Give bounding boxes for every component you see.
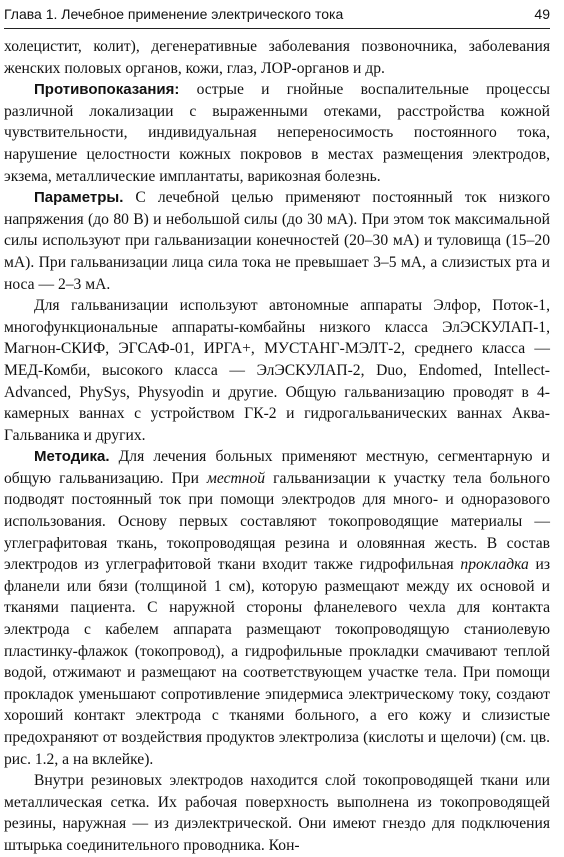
page-body xyxy=(4,36,550,857)
run-in-heading: Противопоказания: xyxy=(34,81,180,99)
paragraph-text: острые и гнойные воспалительные процессы различной локализации с выраженными отеками, расстройства кожной чувствительности, индивидуальная непереносимость постоянного тока, нарушение целостности кожных покровов в местах размещения электродов, экзема, металлические имплантаты, варикозная болезнь. xyxy=(4,81,550,185)
paragraph-parameters xyxy=(4,187,550,295)
run-in-heading: Параметры. xyxy=(34,189,124,207)
paragraph-devices xyxy=(4,295,550,446)
paragraph-text: Для лечения больных применяют местную, сегментарную и общую гальванизацию. При xyxy=(4,448,550,487)
paragraph-text: С лечебной целью применяют постоянный ток низкого напряжения (до 80 В) и небольшой силы (до 30 мА). При этом ток максимальной силы используют при гальванизации конечностей (20–30 мА) и туловища (15–20 мА). При гальванизации лица сила тока не превышает 3–5 мА, а слизистых рта и носа — 2–3 мА. xyxy=(4,189,550,293)
running-header xyxy=(4,4,550,29)
paragraph-continuation xyxy=(4,36,550,79)
paragraph-text: из фланели или бязи (толщиной 1 см), которую размещают между их основой и тканями пациента. С наружной стороны фланелевого чехла для контакта электрода с кабелем аппарата размещают токопроводящую станиолевую пластинку-флажок (токопровод), а гидрофильные прокладки смачивают теплой водой, отжимают и размещают на соответствующем участке тела. При помощи прокладок уменьшают сопротивление эпидермиса электрическому току, создают хороший контакт электрода с тканями больного, а его кожу и слизистые предохраняют от воздействия продуктов электролиза (кислоты и щелочи) (см. цв. рис. 1.2, а на вклейке). xyxy=(4,556,551,768)
paragraph-text: гальванизации к участку тела больного подводят постоянный ток при помощи электродов для много- и одноразового использования. Основу первых составляют токопроводящие материалы — углеграфитовая ткань, токопроводящая резина и оловянная жесть. В состав электродов из углеграфитовой ткани входит также гидрофильная xyxy=(4,469,550,574)
paragraph-text: Для гальванизации используют автономные аппараты Элфор, Поток-1, многофункциональные аппараты-комбайны низкого класса ЭлЭСКУЛАП-1, Магнон-СКИФ, ЭГСАФ-01, ИРГА+, МУСТАНГ-МЭЛТ-2, среднего класса — МЕД-Комби, высокого класса — ЭлЭСКУЛАП-2, Duo, Endomed, Intellect-Advanced, PhySys, Physyodin и другие. Общую гальванизацию проводят в 4-камерных ваннах с устройством ГК-2 и гидрогальванических ваннах Аква-Гальваника и других. xyxy=(4,297,550,444)
emphasis-text: местной xyxy=(206,469,266,487)
paragraph-text: Внутри резиновых электродов находится слой токопроводящей ткани или металлическая сетка. Их рабочая поверхность выполнена из токопроводящей резины, наружная — из диэлектрической. Они имеют гнездо для подключения штырька соединительного проводника. Кон- xyxy=(4,772,550,854)
page-number: 49 xyxy=(534,6,550,22)
paragraph-rubber-electrodes xyxy=(4,770,550,856)
run-in-heading: Методика. xyxy=(34,448,110,466)
emphasis-text: прокладка xyxy=(460,556,529,574)
chapter-title: Глава 1. Лечебное применение электрического тока xyxy=(4,6,344,22)
paragraph-contraindications xyxy=(4,79,550,187)
paragraph-method xyxy=(4,446,550,770)
paragraph-text: холецистит, колит), дегенеративные заболевания позвоночника, заболевания женских половых органов, кожи, глаз, ЛОР-органов и др. xyxy=(4,38,550,77)
